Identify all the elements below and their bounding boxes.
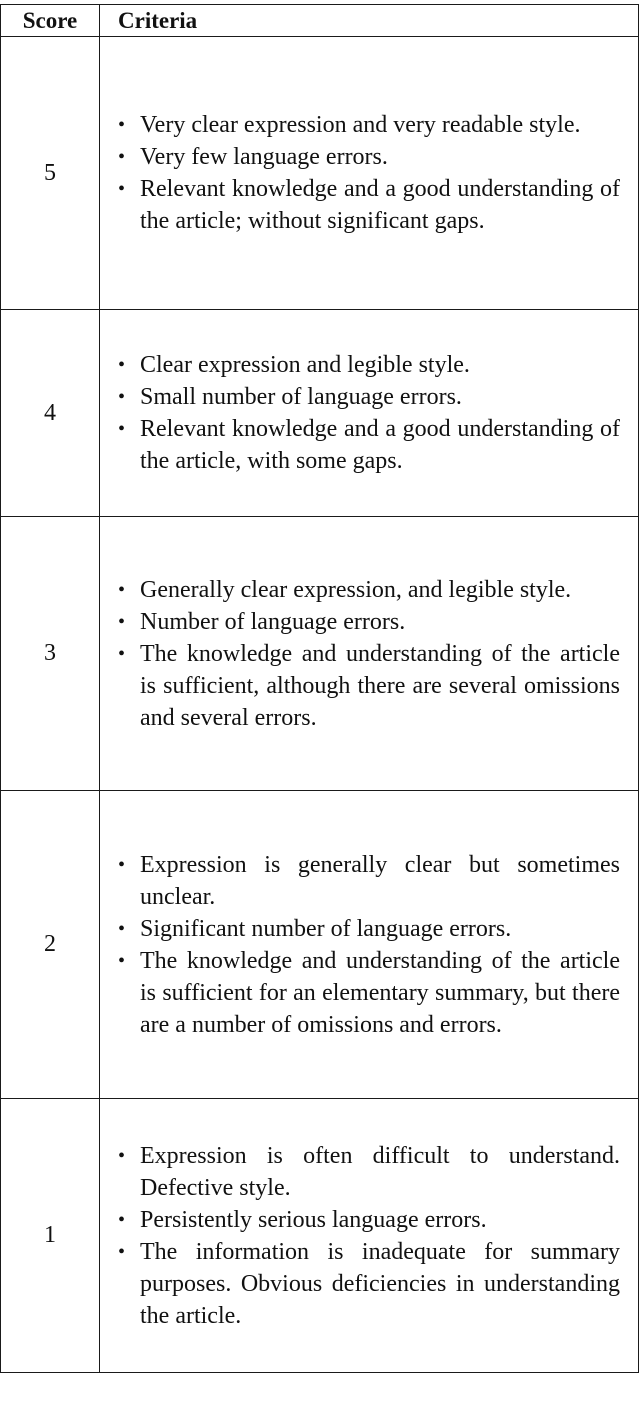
criteria-item: • The knowledge and understanding of the article is sufficient for an elementary summary, but there are a number of omissions and errors. [118,945,620,1041]
criteria-item: • Generally clear expression, and legible style. [118,574,620,606]
criteria-item: • Small number of language errors. [118,381,620,413]
criteria-item: • Expression is often difficult to understand. Defective style. [118,1140,620,1204]
criteria-cell [100,791,639,1099]
criteria-item: • Significant number of language errors. [118,913,620,945]
bullet-icon: • [118,1144,126,1167]
bullet-icon: • [118,354,126,376]
score-cell: 4 [1,310,100,517]
score-cell: 5 [1,37,100,310]
bullet-icon: • [118,949,126,972]
criteria-item: • The knowledge and understanding of the article is sufficient, although there are several omissions and several errors. [118,638,620,734]
criteria-list [118,849,620,1041]
criteria-column-header: Criteria [100,5,639,37]
criteria-cell [100,37,639,310]
criteria-cell [100,517,639,791]
criteria-list [118,574,620,734]
bullet-icon: • [118,1240,126,1263]
criteria-list [118,109,620,237]
bullet-icon: • [118,114,126,136]
bullet-icon: • [118,386,126,408]
table-row [1,37,639,310]
criteria-cell [100,1099,639,1373]
criteria-item: • The information is inadequate for summary purposes. Obvious deficiencies in understanding the article. [118,1236,620,1332]
criteria-list [118,349,620,477]
criteria-item: • Very few language errors. [118,141,620,173]
table-row [1,517,639,791]
bullet-icon: • [118,853,126,876]
bullet-icon: • [118,578,126,601]
bullet-icon: • [118,418,126,440]
criteria-item: • Expression is generally clear but sometimes unclear. [118,849,620,913]
header-row [1,5,639,37]
criteria-list [118,1140,620,1332]
score-cell: 1 [1,1099,100,1373]
table-row [1,791,639,1099]
score-cell: 3 [1,517,100,791]
criteria-item: • Clear expression and legible style. [118,349,620,381]
scoring-rubric-table [0,4,639,1373]
bullet-icon: • [118,642,126,665]
criteria-item: • Relevant knowledge and a good understanding of the article, with some gaps. [118,413,620,477]
bullet-icon: • [118,178,126,200]
bullet-icon: • [118,146,126,168]
table-row [1,310,639,517]
criteria-cell [100,310,639,517]
criteria-item: • Relevant knowledge and a good understanding of the article; without significant gaps. [118,173,620,237]
criteria-item: • Number of language errors. [118,606,620,638]
score-cell: 2 [1,791,100,1099]
criteria-item: • Very clear expression and very readable style. [118,109,620,141]
criteria-item: • Persistently serious language errors. [118,1204,620,1236]
bullet-icon: • [118,610,126,633]
bullet-icon: • [118,917,126,940]
table-row [1,1099,639,1373]
bullet-icon: • [118,1208,126,1231]
score-column-header: Score [1,5,100,37]
